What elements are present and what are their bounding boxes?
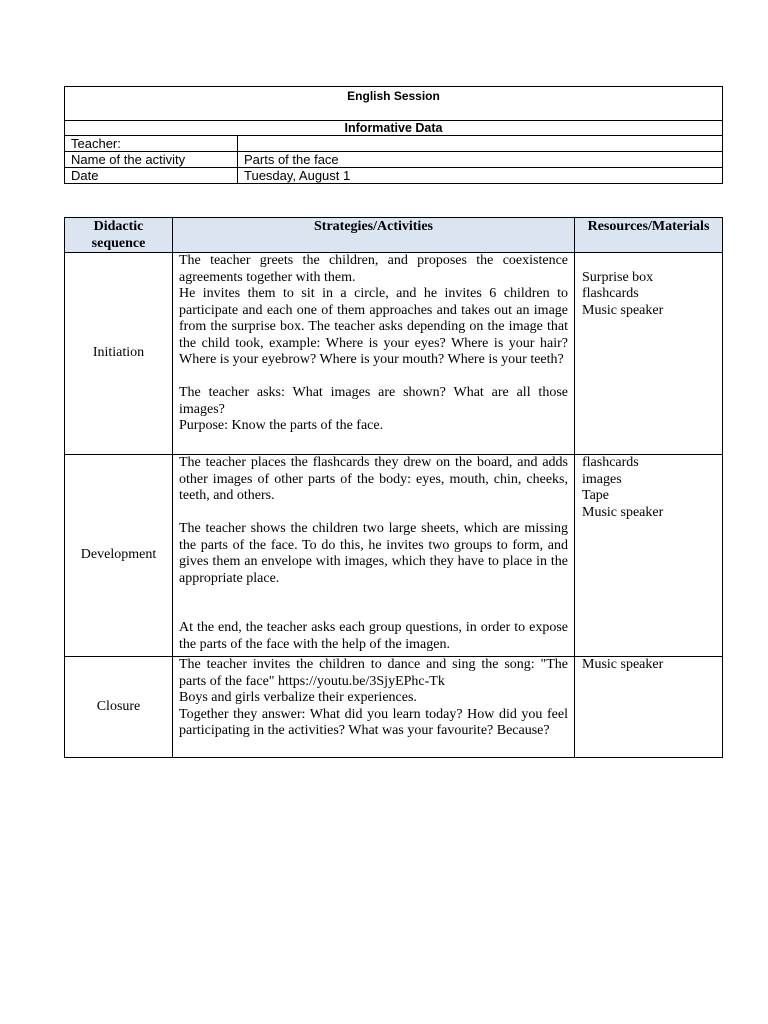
resource-item: Tape [582,488,610,503]
activities-initiation [173,253,575,455]
plan-row-development [65,455,723,657]
session-plan-table [64,217,723,758]
resources-initiation [575,253,723,455]
activity-paragraph: The teacher asks: What images are shown? What are all those images? [179,385,568,417]
date-label: Date [65,168,238,184]
resource-item: Music speaker [582,302,664,318]
header-didactic-sequence: Didactic sequence [65,218,173,253]
date-value: Tuesday, August 1 [238,168,723,184]
resource-item: Music speaker [582,657,664,672]
plan-row-initiation [65,253,723,455]
header-strategies-activities: Strategies/Activities [173,218,575,253]
informative-data-heading: Informative Data [65,121,723,136]
activity-name-label: Name of the activity [65,152,238,168]
stage-closure: Closure [65,657,173,758]
activity-paragraph: The teacher places the flashcards they drew on the board, and adds other images of other parts of the body: eyes, mouth, chin, cheeks, teeth, and others. [179,455,568,503]
header-resources-materials: Resources/Materials [575,218,723,253]
activities-closure [173,657,575,758]
activity-paragraph: Together they answer: What did you learn today? How did you feel participating in the activities? What was your favourite? Because? [179,706,568,738]
activity-paragraph: The teacher greets the children, and proposes the coexistence agreements together with them. [179,253,568,285]
resource-item: Music speaker [582,504,664,520]
resources-development [575,455,723,657]
session-title: English Session [65,87,723,121]
resource-item: Surprise box [582,269,654,285]
stage-initiation: Initiation [65,253,173,455]
resource-item: flashcards [582,286,639,301]
activity-paragraph: He invites them to sit in a circle, and he invites 6 children to participate and each one of them approaches and takes out an image from the surprise box. The teacher asks depending on the image that the child took, example: Where is your eyes? Where is your hair? Where is your eyebrow? Where is your mouth? Where is your teeth? [179,286,568,367]
activity-paragraph: Purpose: Know the parts of the face. [179,418,384,433]
activity-name-value: Parts of the face [238,152,723,168]
activity-paragraph: The teacher shows the children two large sheets, which are missing the parts of the face. To do this, he invites two groups to form, and gives them an envelope with images, which they have to place in the appropriate place. [179,521,568,586]
activity-paragraph: At the end, the teacher asks each group questions, in order to expose the parts of the face with the help of the imagen. [179,620,568,652]
stage-development: Development [65,455,173,657]
teacher-value [238,136,723,152]
teacher-label: Teacher: [65,136,238,152]
resource-item: images [582,471,622,487]
activities-development [173,455,575,657]
activity-paragraph: Boys and girls verbalize their experiences. [179,690,417,705]
resource-item: flashcards [582,455,639,470]
activity-paragraph: The teacher invites the children to dance and sing the song: "The parts of the face" https://youtu.be/3SjyEPhc-Tk [179,657,568,689]
resources-closure [575,657,723,758]
plan-row-closure [65,657,723,758]
informative-data-table [64,86,723,184]
